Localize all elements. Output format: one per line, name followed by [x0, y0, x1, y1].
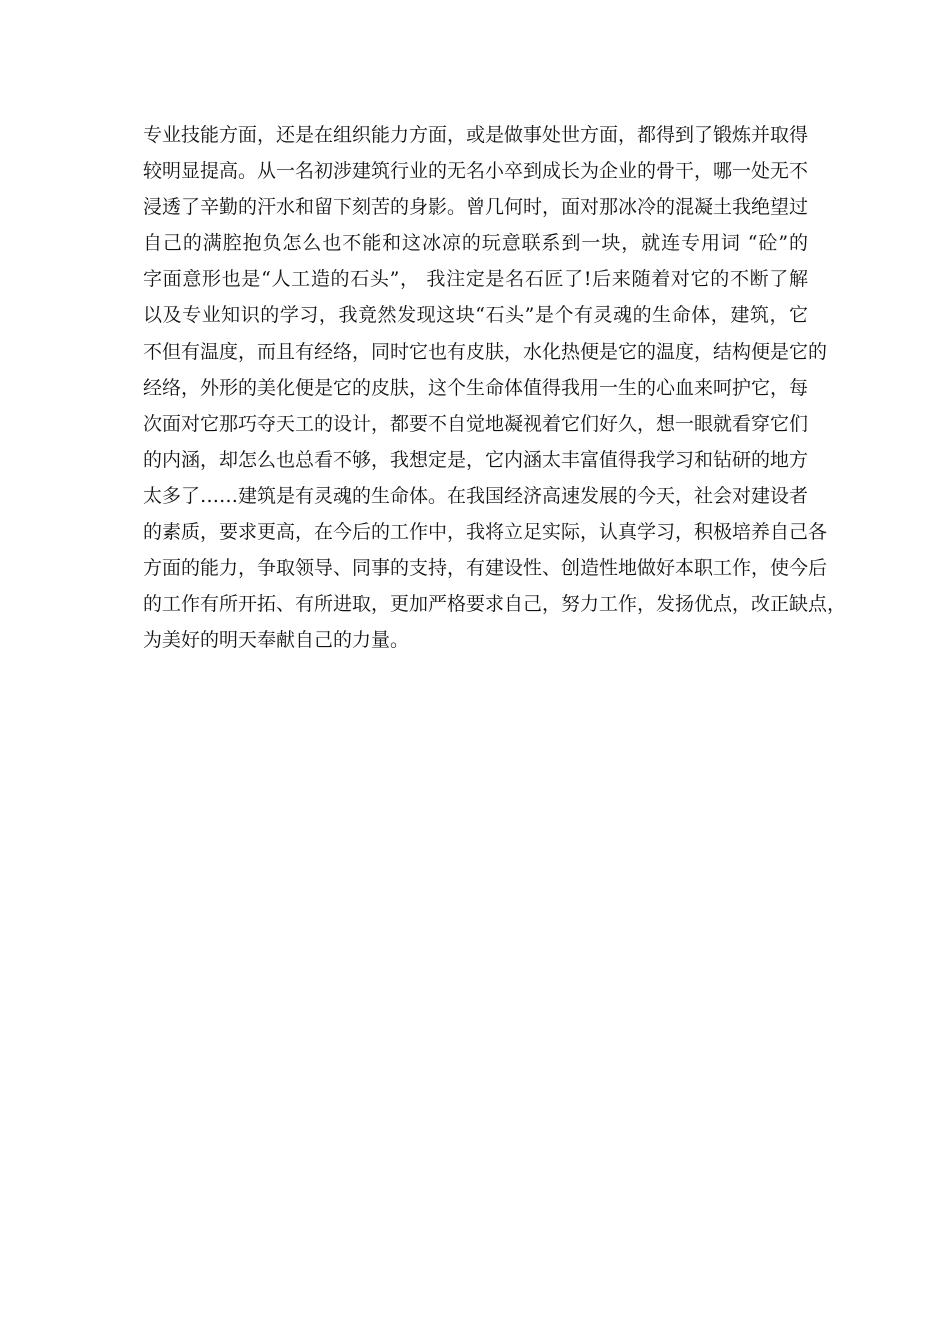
text-line: 次面对它那巧夺天工的设计，都要不自觉地凝视着它们好久，想一眼就看穿它们 — [143, 412, 809, 435]
text-line: 不但有温度，而且有经络，同时它也有皮肤，水化热便是它的温度，结构便是它的 — [143, 340, 828, 363]
text-line: 浸透了辛勤的汗水和留下刻苦的身影。曾几何时，面对那冰冷的混凝土我绝望过 — [143, 196, 809, 219]
text-line: 专业技能方面，还是在组织能力方面，或是做事处世方面，都得到了锻炼并取得 — [143, 124, 809, 146]
text-line: 字面意形也是“人工造的石头”， 我注定是名石匠了!后来随着对它的不断了解 — [143, 268, 808, 291]
text-line: 经络，外形的美化便是它的皮肤，这个生命体值得我用一生的心血来呵护它，每 — [143, 376, 809, 399]
text-line: 太多了……建筑是有灵魂的生命体。在我国经济高速发展的今天，社会对建设者 — [143, 484, 809, 507]
body-paragraph — [143, 117, 847, 658]
text-line: 较明显提高。从一名初涉建筑行业的无名小卒到成长为企业的骨干，哪一处无不 — [143, 160, 809, 183]
text-line: 的内涵，却怎么也总看不够，我想定是，它内涵太丰富值得我学习和钻研的地方 — [143, 448, 809, 471]
text-line: 方面的能力，争取领导、同事的支持，有建设性、创造性地做好本职工作，使今后 — [143, 557, 828, 580]
text-line: 自己的满腔抱负怎么也不能和这冰凉的玩意联系到一块，就连专用词 “砼”的 — [143, 232, 808, 255]
text-line: 为美好的明天奉献自己的力量。 — [143, 629, 410, 652]
text-line: 的素质，要求更高，在今后的工作中，我将立足实际，认真学习，积极培养自己各 — [143, 521, 828, 544]
text-line: 的工作有所开拓、有所进取，更加严格要求自己，努力工作，发扬优点，改正缺点， — [143, 593, 847, 616]
text-line: 以及专业知识的学习，我竟然发现这块“石头”是个有灵魂的生命体，建筑，它 — [143, 304, 808, 327]
